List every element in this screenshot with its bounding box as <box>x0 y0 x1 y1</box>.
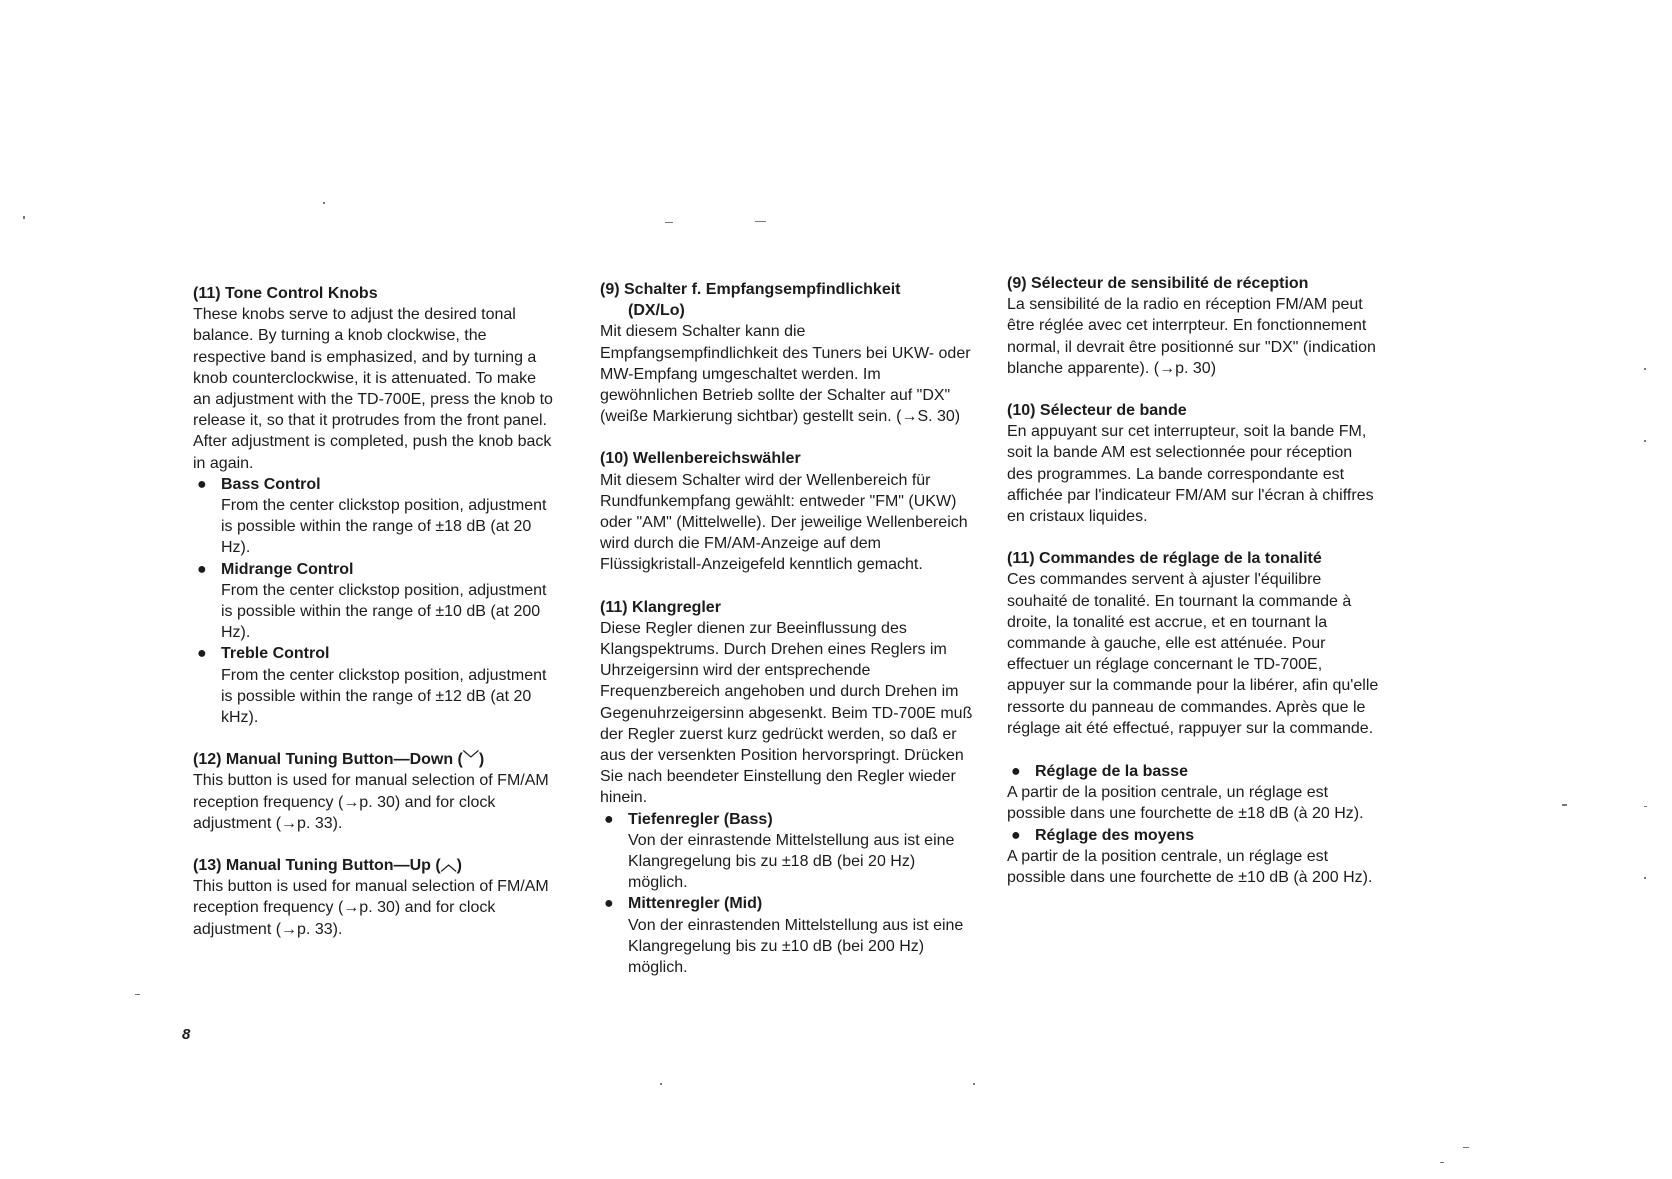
de-section-sensitivity <box>600 279 975 427</box>
en-section-tuning-down <box>193 749 558 834</box>
de-mid-item <box>600 893 975 978</box>
de-section-tone-control <box>600 597 975 979</box>
en-treble-control-title: Treble Control <box>221 645 330 663</box>
scan-speck <box>973 1083 975 1085</box>
fr-sensitivity-title: (9) Sélecteur de sensibilité de réception <box>1007 275 1309 292</box>
french-column <box>1007 273 1382 909</box>
en-section-tone-control <box>193 283 558 728</box>
de-bass-title: Tiefenregler (Bass) <box>628 810 773 828</box>
fr-band-selector-body: En appuyant sur cet interrupteur, soit la bande FM, soit la bande AM est selectionnée pour réception des programmes. La bande correspondante est affichée par l'indicateur FM/AM sur l'écran à chiffres en cristaux liquides. <box>1007 423 1374 526</box>
fr-sensitivity-body: La sensibilité de la radio en réception FM/AM peut être réglée avec cet interrpteur. En fonctionnement normal, il devrait être positionné sur "DX" (indication blanche apparente). (→p. 30) <box>1007 296 1376 377</box>
scan-speck <box>23 216 25 219</box>
scan-speck <box>665 222 673 223</box>
fr-section-tone-control <box>1007 548 1382 888</box>
bullet-icon: ● <box>197 645 207 663</box>
fr-bass-title: Réglage de la basse <box>1035 763 1188 781</box>
de-tone-control-body: Diese Regler dienen zur Beeinflussung des Klangspektrums. Durch Drehen eines Reglers im Uhrzeigersinn wird der entsprechende Frequenzbereich angehoben und durch Drehen im Gegenuhrzeigersinn abgesenkt. Beim TD-700E muß der Regler zuerst kurz gedrückt werden, so daß er aus der versenkten Position hervorspringt. Drücken Sie nach beendeter Einstellung den Regler wieder hinein. <box>600 619 973 807</box>
de-band-selector-body: Mit diesem Schalter wird der Wellenbereich für Rundfunkempfang gewählt: entweder "FM" (UKW) oder "AM" (Mittelwelle). Der jeweilige Wellenbereich wird durch die FM/AM-Anzeige auf dem Flüssigkristall-Anzeigefeld kenntlich gemacht. <box>600 471 968 574</box>
fr-mid-title: Réglage des moyens <box>1035 826 1195 844</box>
de-sensitivity-title-line2: (DX/Lo) <box>628 302 685 320</box>
scan-speck <box>755 221 766 222</box>
en-tuning-down-title: (12) Manual Tuning Button—Down (﹀) <box>193 751 485 769</box>
de-bass-body: Von der einrastende Mittelstellung aus ist eine Klangregelung bis zu ±18 dB (bei 20 Hz) möglich. <box>628 831 955 892</box>
scan-speck <box>660 1083 662 1085</box>
fr-mid-item <box>1007 825 1382 846</box>
en-tuning-up-title: (13) Manual Tuning Button—Up (︿) <box>193 857 462 875</box>
en-tuning-down-body: This button is used for manual selection of FM/AM reception frequency (→p. 30) and for clock adjustment (→p. 33). <box>193 772 549 832</box>
en-treble-control-item <box>193 643 558 728</box>
en-midrange-control-item <box>193 559 558 644</box>
de-section-band-selector <box>600 448 975 575</box>
scan-speck <box>1644 368 1646 370</box>
en-tone-control-body: These knobs serve to adjust the desired tonal balance. By turning a knob clockwise, the respective band is emphasized, and by turning a knob counterclockwise, it is attenuated. To make an adjustment with the TD-700E, press the knob to release it, so that it protrudes from the front panel. After adjustment is completed, push the knob back in again. <box>193 306 553 472</box>
scan-speck <box>1644 877 1646 879</box>
bullet-icon: ● <box>604 895 614 913</box>
fr-tone-control-title: (11) Commandes de réglage de la tonalité <box>1007 550 1322 568</box>
scan-speck <box>1440 1162 1444 1163</box>
de-mid-body: Von der einrastenden Mittelstellung aus ist eine Klangregelung bis zu ±10 dB (bei 200 Hz) möglich. <box>628 916 964 977</box>
de-bass-item <box>600 809 975 894</box>
fr-bass-body: A partir de la position centrale, un réglage est possible dans une fourchette de ±18 dB (à 20 Hz). <box>1007 784 1364 823</box>
bullet-icon: ● <box>1011 763 1021 781</box>
de-tone-control-title: (11) Klangregler <box>600 598 721 616</box>
german-column <box>600 279 975 999</box>
bullet-icon: ● <box>197 475 207 493</box>
de-sensitivity-body: Mit diesem Schalter kann die Empfangsempfindlichkeit des Tuners bei UKW- oder MW-Empfang umgeschaltet werden. Im gewöhnlichen Betrieb sollte der Schalter auf "DX" (weiße Markierung sichtbar) gestellt sein. (→S. 30) <box>600 323 971 426</box>
en-bass-control-title: Bass Control <box>221 475 321 493</box>
en-tone-control-title: (11) Tone Control Knobs <box>193 285 378 302</box>
fr-band-selector-title: (10) Sélecteur de bande <box>1007 402 1187 420</box>
de-mid-title: Mittenregler (Mid) <box>628 895 763 913</box>
en-section-tuning-up <box>193 855 558 940</box>
en-bass-control-item <box>193 474 558 559</box>
de-sensitivity-title: (9) Schalter f. Empfangsempfindlichkeit <box>600 281 901 298</box>
fr-section-sensitivity <box>1007 273 1382 379</box>
fr-section-band-selector <box>1007 400 1382 527</box>
de-band-selector-title: (10) Wellenbereichswähler <box>600 450 801 468</box>
fr-bass-item <box>1007 761 1382 782</box>
en-treble-control-body: From the center clickstop position, adjustment is possible within the range of ±12 dB (at 20 kHz). <box>221 666 547 727</box>
scan-speck <box>1463 1147 1469 1148</box>
scan-speck <box>1644 440 1646 442</box>
fr-mid-body: A partir de la position centrale, un réglage est possible dans une fourchette de ±10 dB (à 200 Hz). <box>1007 847 1373 887</box>
scan-speck <box>323 202 325 204</box>
page-number: 8 <box>182 1026 191 1043</box>
scan-speck <box>1562 804 1567 806</box>
en-bass-control-body: From the center clickstop position, adjustment is possible within the range of ±18 dB (at 20 Hz). <box>221 497 547 557</box>
scan-speck <box>135 994 140 995</box>
scan-speck <box>1644 806 1647 807</box>
en-midrange-control-title: Midrange Control <box>221 560 354 578</box>
en-tuning-up-body: This button is used for manual selection of FM/AM reception frequency (→p. 30) and for clock adjustment (→p. 33). <box>193 878 549 938</box>
en-midrange-control-body: From the center clickstop position, adjustment is possible within the range of ±10 dB (at 200 Hz). <box>221 581 547 642</box>
english-column <box>193 283 558 961</box>
bullet-icon: ● <box>1011 826 1021 844</box>
bullet-icon: ● <box>604 810 614 828</box>
fr-tone-control-body: Ces commandes servent à ajuster l'équilibre souhaité de tonalité. En tournant la commande à droite, la tonalité est accrue, et en tournant la commande à gauche, elle est atténuée. Pour effectuer un réglage concernant le TD-700E, appuyer sur la commande pour la libérer, afin qu'elle ressorte du panneau de commandes. Après que le réglage ait été effectué, rappuyer sur la commande. <box>1007 571 1379 737</box>
bullet-icon: ● <box>197 560 207 578</box>
